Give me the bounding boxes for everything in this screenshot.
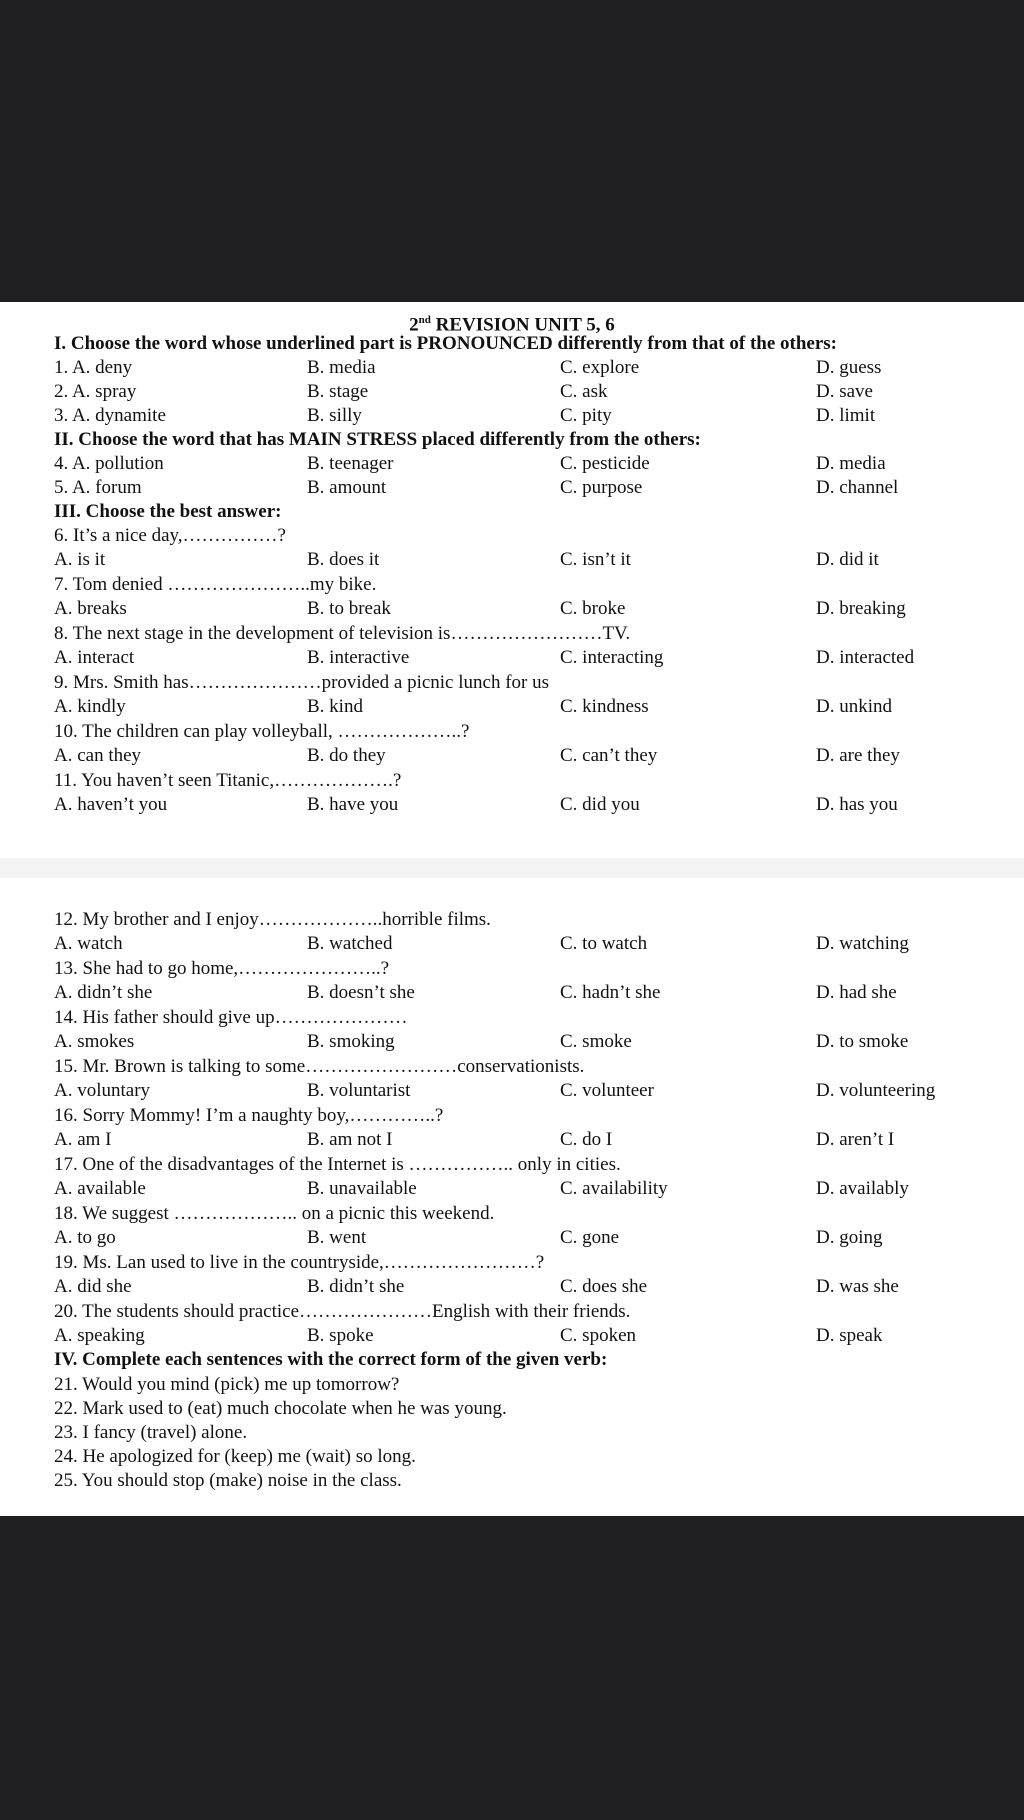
question-25: 25. You should stop (make) noise in the class.: [54, 1470, 402, 1491]
question-9-options: A. kindly B. kind C. kindness D. unkind: [54, 696, 892, 717]
question-15-stem: 15. Mr. Brown is talking to some……………………conservationists.: [54, 1056, 585, 1077]
question-22: 22. Mark used to (eat) much chocolate when he was young.: [54, 1398, 507, 1419]
question-10-options: A. can they B. do they C. can’t they D. are they: [54, 745, 900, 766]
question-20-options: A. speaking B. spoke C. spoken D. speak: [54, 1325, 883, 1346]
question-20-stem: 20. The students should practice…………………English with their friends.: [54, 1301, 631, 1322]
question-23: 23. I fancy (travel) alone.: [54, 1422, 248, 1443]
question-19-stem: 19. Ms. Lan used to live in the countryside,……………………?: [54, 1252, 545, 1273]
question-13-stem: 13. She had to go home,…………………..?: [54, 958, 390, 979]
section-3-heading: III. Choose the best answer:: [54, 501, 282, 522]
question-7-stem: 7. Tom denied …………………..my bike.: [54, 574, 377, 595]
section-4-heading: IV. Complete each sentences with the correct form of the given verb:: [54, 1349, 608, 1370]
page-title: 2nd REVISION UNIT 5, 6: [409, 314, 615, 336]
question-18-options: A. to go B. went C. gone D. going: [54, 1227, 883, 1248]
question-8-options: A. interact B. interactive C. interacting D. interacted: [54, 647, 915, 668]
section-1-heading: I. Choose the word whose underlined part is PRONOUNCED differently from that of the others:: [54, 333, 838, 354]
worksheet-page-2: [0, 878, 1024, 1516]
question-8-stem: 8. The next stage in the development of television is……………………TV.: [54, 623, 631, 644]
question-1: 1. A. deny B. media C. explore D. guess: [54, 357, 882, 378]
question-16-options: A. am I B. am not I C. do I D. aren’t I: [54, 1129, 895, 1150]
question-11-stem: 11. You haven’t seen Titanic,……………….?: [54, 770, 402, 791]
question-24: 24. He apologized for (keep) me (wait) so long.: [54, 1446, 416, 1467]
question-16-stem: 16. Sorry Mommy! I’m a naughty boy,…………..?: [54, 1105, 444, 1126]
question-12-options: A. watch B. watched C. to watch D. watching: [54, 933, 909, 954]
question-7-options: A. breaks B. to break C. broke D. breaking: [54, 598, 906, 619]
question-5: 5. A. forum B. amount C. purpose D. channel: [54, 477, 899, 498]
question-4: 4. A. pollution B. teenager C. pesticide D. media: [54, 453, 886, 474]
question-17-stem: 17. One of the disadvantages of the Internet is …………….. only in cities.: [54, 1154, 621, 1175]
question-2: 2. A. spray B. stage C. ask D. save: [54, 381, 873, 402]
question-3: 3. A. dynamite B. silly C. pity D. limit: [54, 405, 876, 426]
question-14-options: A. smokes B. smoking C. smoke D. to smoke: [54, 1031, 909, 1052]
section-2-heading: II. Choose the word that has MAIN STRESS placed differently from the others:: [54, 429, 701, 450]
question-18-stem: 18. We suggest ……………….. on a picnic this weekend.: [54, 1203, 495, 1224]
question-17-options: A. available B. unavailable C. availability D. availably: [54, 1178, 909, 1199]
question-10-stem: 10. The children can play volleyball, ………………..?: [54, 721, 470, 742]
question-19-options: A. did she B. didn’t she C. does she D. was she: [54, 1276, 899, 1297]
question-21: 21. Would you mind (pick) me up tomorrow?: [54, 1374, 400, 1395]
question-6-stem: 6. It’s a nice day,……………?: [54, 525, 286, 546]
question-15-options: A. voluntary B. voluntarist C. volunteer D. volunteering: [54, 1080, 936, 1101]
page-separator: [0, 858, 1024, 878]
question-14-stem: 14. His father should give up…………………: [54, 1007, 408, 1028]
question-13-options: A. didn’t she B. doesn’t she C. hadn’t she D. had she: [54, 982, 897, 1003]
question-12-stem: 12. My brother and I enjoy………………..horrible films.: [54, 909, 491, 930]
question-11-options: A. haven’t you B. have you C. did you D. has you: [54, 794, 898, 815]
worksheet-page-1: [0, 302, 1024, 858]
question-6-options: A. is it B. does it C. isn’t it D. did it: [54, 549, 879, 570]
question-9-stem: 9. Mrs. Smith has…………………provided a picnic lunch for us: [54, 672, 550, 693]
